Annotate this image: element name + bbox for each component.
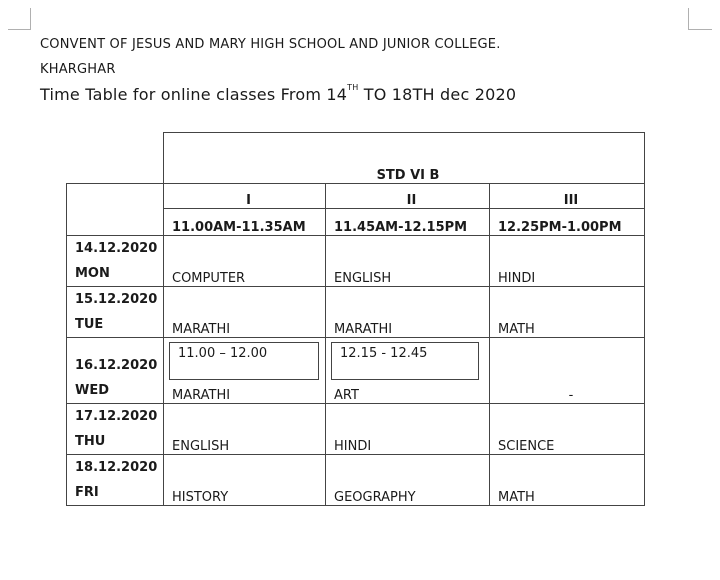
subject-cell: ENGLISH: [164, 404, 326, 455]
timetable-title: [40, 85, 516, 104]
date-label: 16.12.2020: [75, 358, 158, 373]
date-label: 14.12.2020: [75, 241, 158, 256]
subject-cell: SCIENCE: [490, 404, 645, 455]
empty-header-cell: [67, 184, 164, 236]
day-label: TUE: [75, 317, 104, 332]
title-prefix: Time Table for online classes From 14: [40, 85, 348, 104]
day-cell: [67, 236, 164, 287]
class-heading: STD VI B: [164, 133, 645, 184]
subject-cell: MATH: [490, 287, 645, 338]
date-label: 17.12.2020: [75, 409, 158, 424]
period-time: 11.45AM-12.15PM: [326, 209, 490, 236]
subject-label: MARATHI: [172, 388, 231, 403]
day-cell: [67, 287, 164, 338]
subject-cell: MARATHI: [326, 287, 490, 338]
table-row: [67, 338, 645, 404]
timetable: [66, 132, 645, 506]
school-location: KHARGHAR: [40, 62, 116, 77]
subject-cell: HINDI: [326, 404, 490, 455]
subject-cell: MARATHI: [164, 287, 326, 338]
date-label: 18.12.2020: [75, 460, 158, 475]
school-name: CONVENT OF JESUS AND MARY HIGH SCHOOL AND JUNIOR COLLEGE.: [40, 37, 501, 52]
period-time: 11.00AM-11.35AM: [164, 209, 326, 236]
day-cell: [67, 455, 164, 506]
day-label: FRI: [75, 485, 99, 500]
subject-cell: ENGLISH: [326, 236, 490, 287]
title-suffix: TO 18TH dec 2020: [358, 85, 517, 104]
page-corner-mark: [688, 29, 712, 30]
subject-cell: HISTORY: [164, 455, 326, 506]
subject-cell: COMPUTER: [164, 236, 326, 287]
subject-cell: [164, 338, 326, 404]
day-label: WED: [75, 383, 110, 398]
subject-label: ART: [334, 388, 359, 403]
period-number: I: [164, 184, 326, 209]
page-corner-mark: [688, 8, 689, 30]
day-label: THU: [75, 434, 106, 449]
title-superscript: TH: [347, 83, 359, 92]
subject-cell: HINDI: [490, 236, 645, 287]
table-row: [67, 236, 645, 287]
date-label: 15.12.2020: [75, 292, 158, 307]
empty-corner-cell: [67, 133, 164, 184]
page-corner-mark: [30, 8, 31, 30]
subject-cell: MATH: [490, 455, 645, 506]
day-cell: [67, 338, 164, 404]
table-row: [67, 404, 645, 455]
time-note-box: 11.00 – 12.00: [169, 342, 319, 380]
period-time: 12.25PM-1.00PM: [490, 209, 645, 236]
period-number: II: [326, 184, 490, 209]
table-row: [67, 287, 645, 338]
subject-cell: [326, 338, 490, 404]
day-cell: [67, 404, 164, 455]
subject-cell: GEOGRAPHY: [326, 455, 490, 506]
table-row: [67, 455, 645, 506]
day-label: MON: [75, 266, 110, 281]
subject-cell: -: [490, 338, 645, 404]
page-corner-mark: [8, 29, 30, 30]
period-number: III: [490, 184, 645, 209]
time-note-box: 12.15 - 12.45: [331, 342, 479, 380]
